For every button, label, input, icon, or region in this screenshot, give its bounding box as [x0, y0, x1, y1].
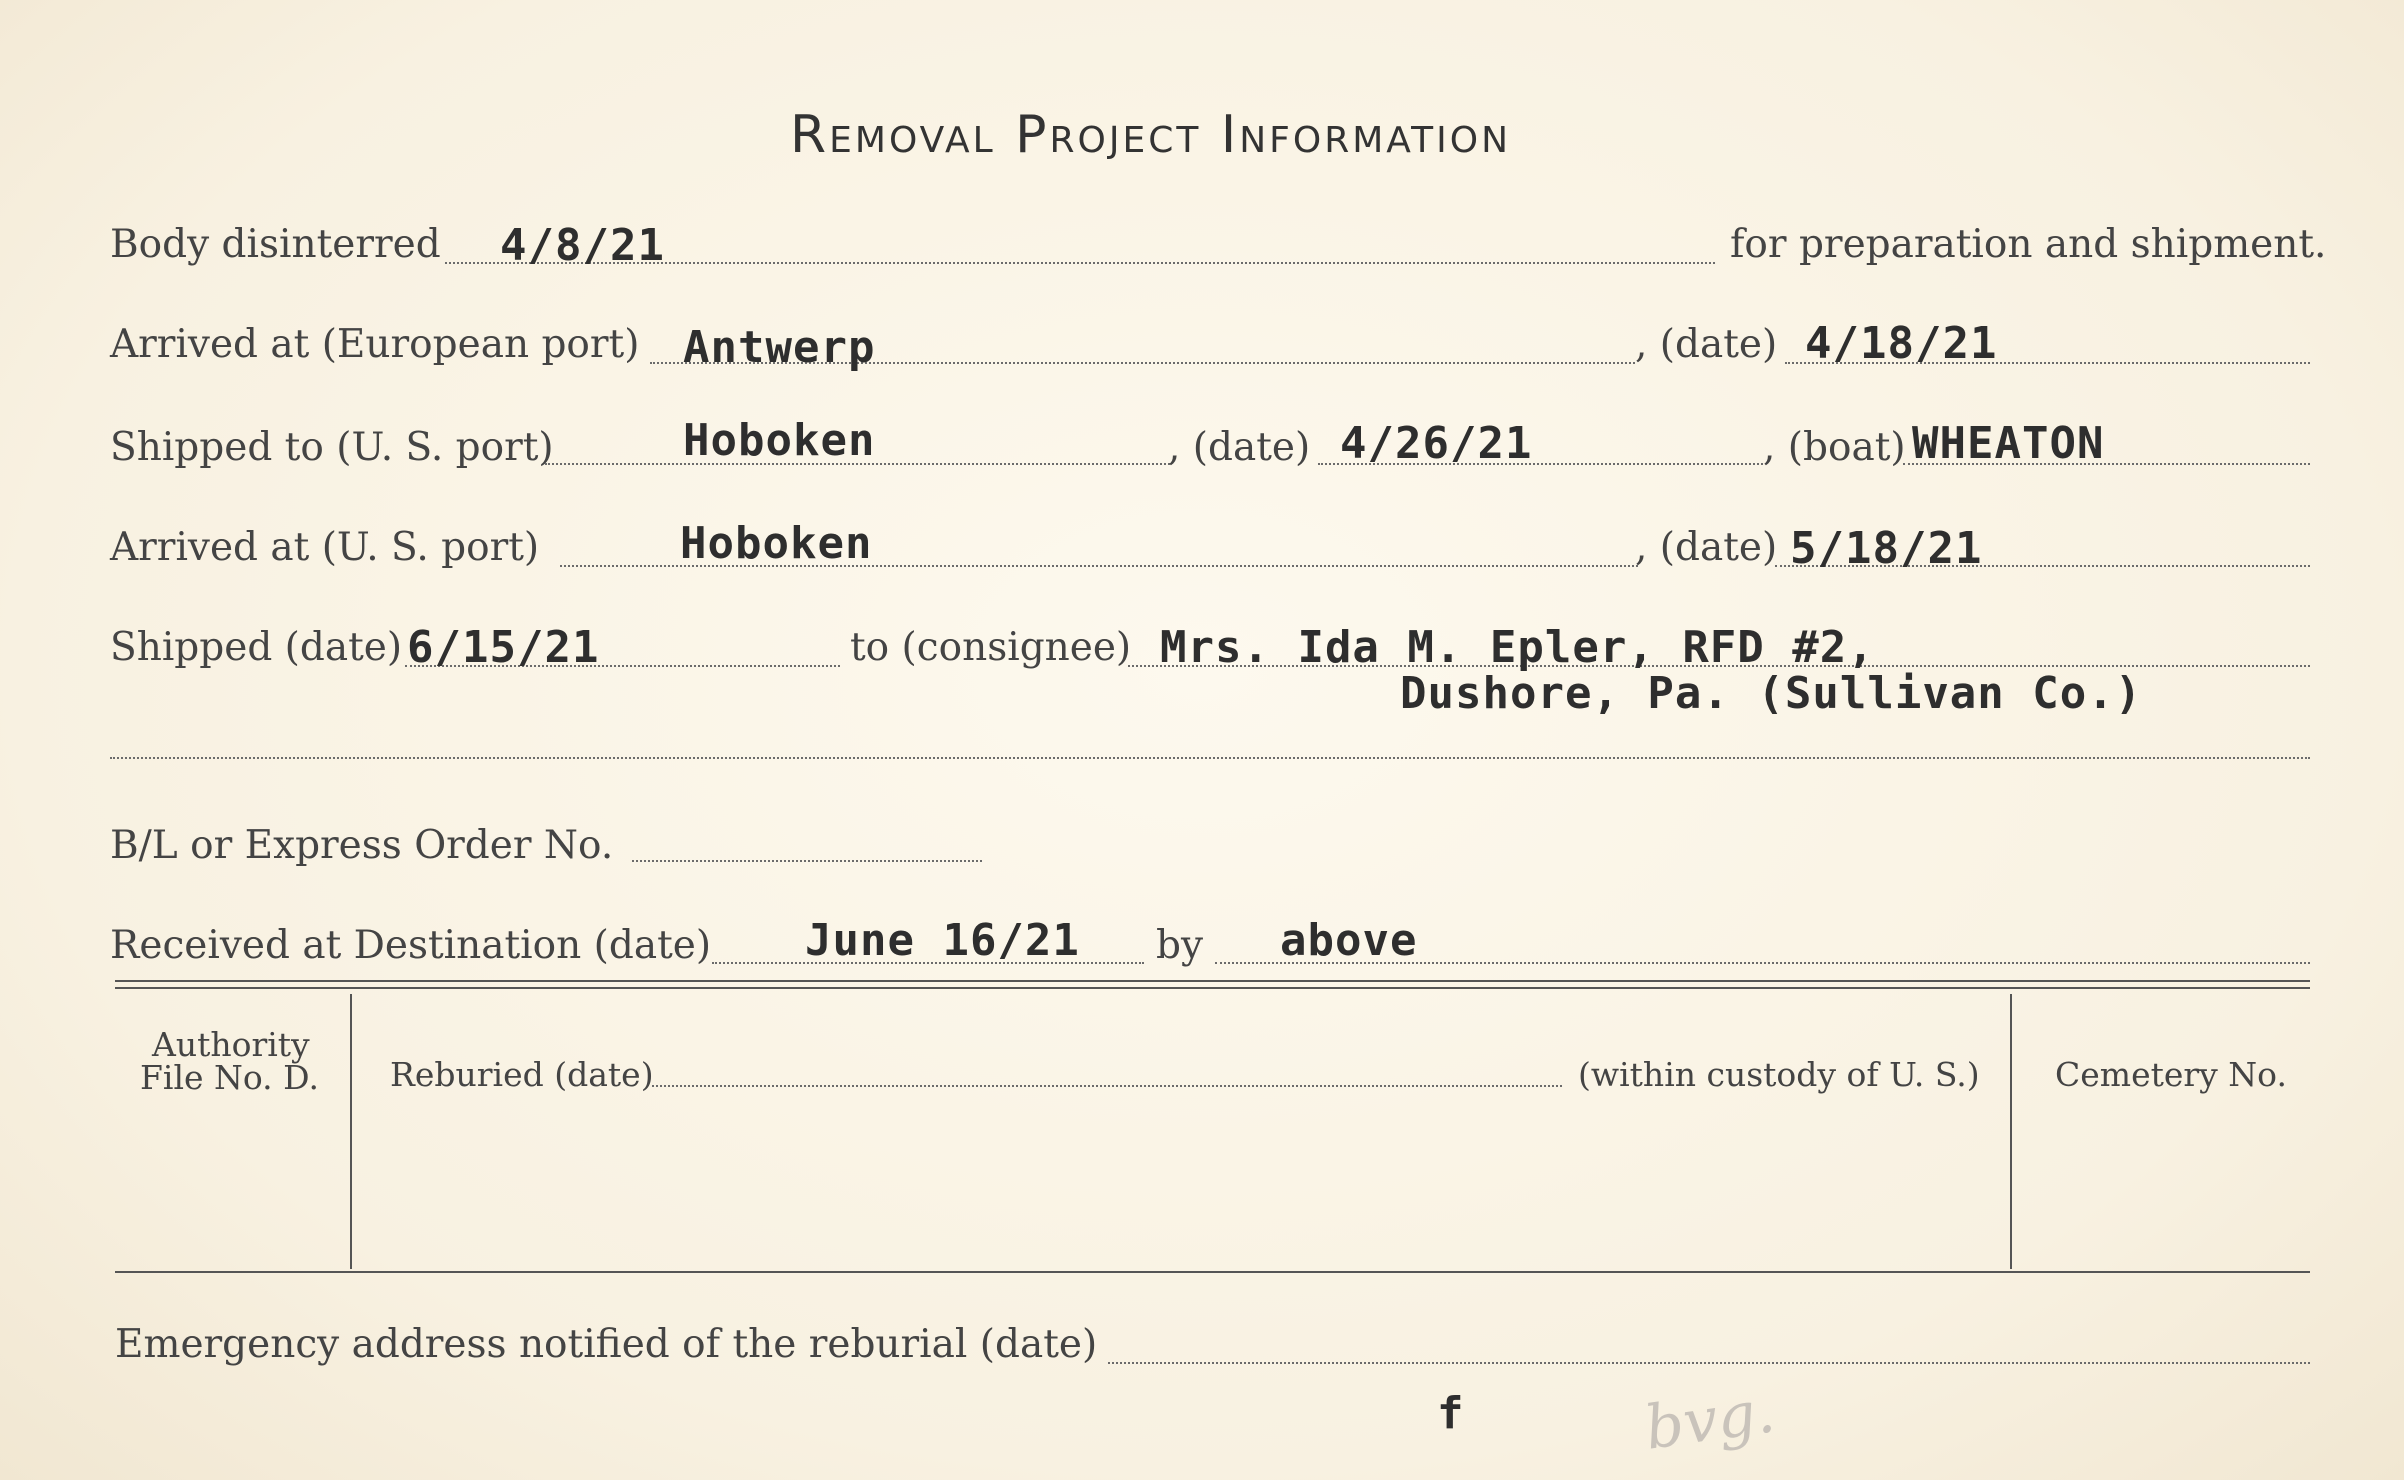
pencil-note: bvg.: [1640, 1376, 1780, 1464]
table-top-rule: [115, 980, 2310, 982]
arrived-us-value: Hoboken: [680, 518, 873, 569]
typed-mark: f: [1437, 1388, 1465, 1439]
arrived-us-label: Arrived at (U. S. port): [110, 525, 540, 570]
table-top-rule-2: [115, 987, 2310, 989]
received-by-label: by: [1156, 923, 1203, 968]
authority-line1: Authority: [152, 1025, 310, 1064]
body-disinterred-suffix: for preparation and shipment.: [1730, 222, 2327, 267]
table-divider-right: [2010, 994, 2012, 1269]
arrived-european-date-label: , (date): [1635, 322, 1778, 367]
arrived-us-date-value: 5/18/21: [1790, 523, 1983, 574]
consignee-line2: Dushore, Pa. (Sullivan Co.): [1400, 668, 2143, 719]
body-disinterred-label: Body disinterred: [110, 222, 441, 267]
table-bottom-rule: [115, 1271, 2310, 1273]
authority-line2: File No. D.: [140, 1058, 319, 1097]
shipped-us-value: Hoboken: [683, 415, 876, 466]
shipped-us-label: Shipped to (U. S. port): [110, 425, 554, 470]
arrived-us-date-label: , (date): [1635, 525, 1778, 570]
shipped-us-boat-value: WHEATON: [1912, 418, 2105, 469]
arrived-european-date-value: 4/18/21: [1805, 318, 1998, 369]
received-date-value: June 16/21: [805, 915, 1080, 966]
cemetery-label: Cemetery No.: [2055, 1055, 2287, 1094]
shipped-date-value: 6/15/21: [407, 622, 600, 673]
custody-label: (within custody of U. S.): [1578, 1055, 1980, 1094]
shipped-us-boat-label: , (boat): [1763, 425, 1906, 470]
blank-line: [110, 757, 2310, 759]
received-label: Received at Destination (date): [110, 923, 712, 968]
bl-order-label: B/L or Express Order No.: [110, 823, 614, 868]
table-divider-left: [350, 994, 352, 1269]
shipped-us-date-label: , (date): [1168, 425, 1311, 470]
card-title: [790, 105, 1511, 165]
reburied-label: Reburied (date): [390, 1055, 654, 1094]
consignee-line1: Mrs. Ida M. Epler, RFD #2,: [1160, 622, 1875, 673]
arrived-european-value: Antwerp: [683, 322, 876, 373]
emergency-label: Emergency address notified of the reburial (date): [115, 1322, 1098, 1367]
shipped-us-date-value: 4/26/21: [1340, 418, 1533, 469]
bl-order-line: [632, 860, 982, 862]
body-disinterred-value: 4/8/21: [500, 220, 665, 271]
received-by-value: above: [1280, 915, 1418, 966]
emergency-line: [1108, 1362, 2310, 1364]
consignee-label: to (consignee): [850, 625, 1132, 670]
reburied-line: [652, 1085, 1562, 1087]
arrived-european-label: Arrived at (European port): [110, 322, 640, 367]
shipped-label: Shipped (date): [110, 625, 403, 670]
card-title-text: Removal Project Information: [790, 105, 1511, 165]
